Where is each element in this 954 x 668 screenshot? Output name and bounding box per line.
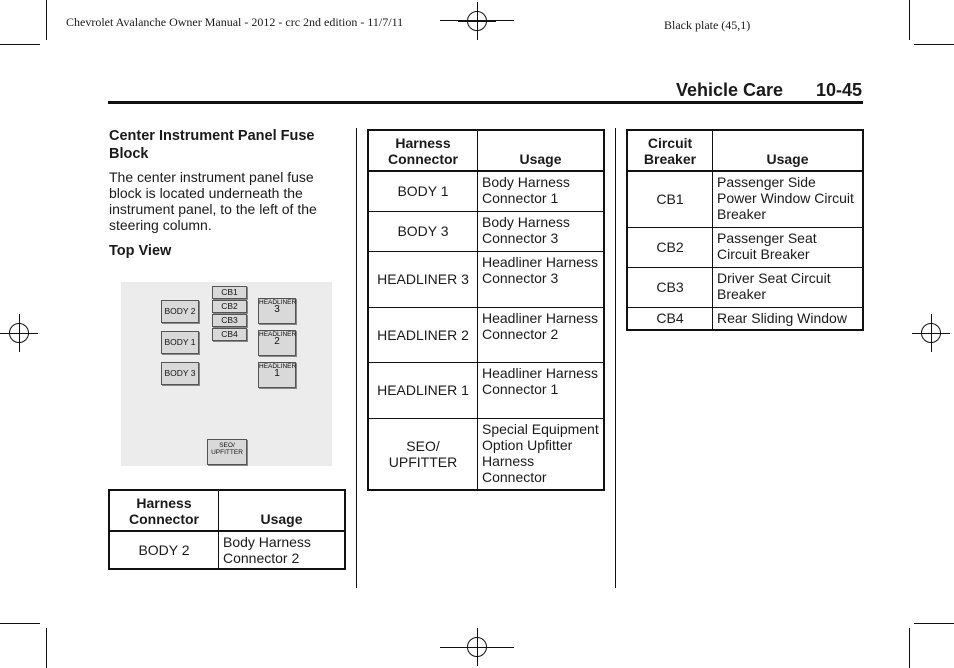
plate-label: Black plate (45,1) [664,18,751,32]
connector-cell: BODY 2 [109,531,219,569]
connector-cell: BODY 1 [368,171,478,211]
header-rule [108,101,863,104]
breaker-cell: CB2 [627,227,713,267]
table-row [368,211,604,251]
print-header: Chevrolet Avalanche Owner Manual - 2012 - crc 2nd edition - 11/7/11 [66,15,404,29]
fuse-headliner-1 [258,362,296,388]
usage-cell: Special Equipment Option Upfitter Harness Connector [478,418,605,490]
fuse-seo-upfitter [207,439,247,465]
usage-cell: Body Harness Connector 2 [219,531,346,569]
fuse-number: 3 [274,304,280,315]
fuse-number: 1 [274,368,280,379]
fuse-headliner-2 [258,330,296,356]
section-title: Vehicle Care [676,80,784,100]
column-header: Harness Connector [109,490,219,531]
connector-cell: HEADLINER 1 [368,362,478,418]
connector-cell: SEO/ UPFITTER [368,418,478,490]
column-divider [615,128,616,588]
fuse-cb1: CB1 [212,286,247,299]
fuse-label: HEADLINER [259,299,297,306]
table-row [627,171,863,227]
crop-mark [909,628,910,668]
harness-table-1 [108,489,346,570]
top-view-heading: Top View [109,243,172,259]
fuse-cb2: CB2 [212,300,247,313]
column-header: Usage [219,490,346,531]
fuse-block-diagram [121,282,332,466]
crop-mark [0,44,40,45]
usage-cell: Body Harness Connector 1 [478,171,605,211]
crop-mark [914,623,954,624]
fuse-number: 2 [274,336,280,347]
usage-cell: Headliner Harness Connector 1 [478,362,605,418]
fuse-cb3: CB3 [212,314,247,327]
table-row [109,531,345,569]
fuse-block-heading: Center Instrument Panel Fuse Block [109,128,315,162]
connector-cell: BODY 3 [368,211,478,251]
table-row [368,171,604,211]
column-header: Harness Connector [368,130,478,171]
table-row [368,251,604,307]
crop-mark [440,647,514,648]
registration-mark-icon [458,2,496,40]
usage-cell: Headliner Harness Connector 2 [478,307,605,362]
page-number: 10-45 [816,80,863,100]
table-row [627,307,863,330]
usage-cell: Passenger Side Power Window Circuit Breaker [713,171,864,227]
fuse-label: HEADLINER [259,331,297,338]
table-row [368,307,604,362]
breaker-cell: CB1 [627,171,713,227]
usage-cell: Body Harness Connector 3 [478,211,605,251]
column-header: Usage [713,130,864,171]
table-row [368,418,604,490]
fuse-cb4: CB4 [212,328,247,341]
column-divider [356,128,357,588]
fuse-label: UPFITTER [211,449,243,456]
harness-table-2 [367,129,605,491]
connector-cell: HEADLINER 3 [368,251,478,307]
connector-cell: HEADLINER 2 [368,307,478,362]
usage-cell: Passenger Seat Circuit Breaker [713,227,864,267]
fuse-headliner-3 [258,298,296,324]
column-header: Circuit Breaker [627,130,713,171]
crop-mark [914,44,954,45]
table-row [368,362,604,418]
fuse-label: HEADLINER [259,363,297,370]
fuse-body-1: BODY 1 [161,331,199,354]
crop-mark [46,628,47,668]
intro-paragraph: The center instrument panel fuse block is located underneath the instrument panel, to the left of the steering column. [109,169,317,233]
usage-cell: Headliner Harness Connector 3 [478,251,605,307]
crop-mark [0,623,40,624]
usage-cell: Rear Sliding Window [713,307,864,330]
registration-mark-icon [0,314,38,352]
table-row [627,227,863,267]
fuse-body-2: BODY 2 [161,300,199,323]
crop-mark [440,20,514,21]
breaker-cell: CB3 [627,267,713,307]
circuit-breaker-table [626,129,864,331]
fuse-body-3: BODY 3 [161,362,199,385]
registration-mark-icon [912,314,950,352]
crop-mark [909,0,910,40]
fuse-label: SEO/ [219,442,235,449]
column-header: Usage [478,130,605,171]
crop-mark [46,0,47,40]
table-row [627,267,863,307]
usage-cell: Driver Seat Circuit Breaker [713,267,864,307]
breaker-cell: CB4 [627,307,713,330]
